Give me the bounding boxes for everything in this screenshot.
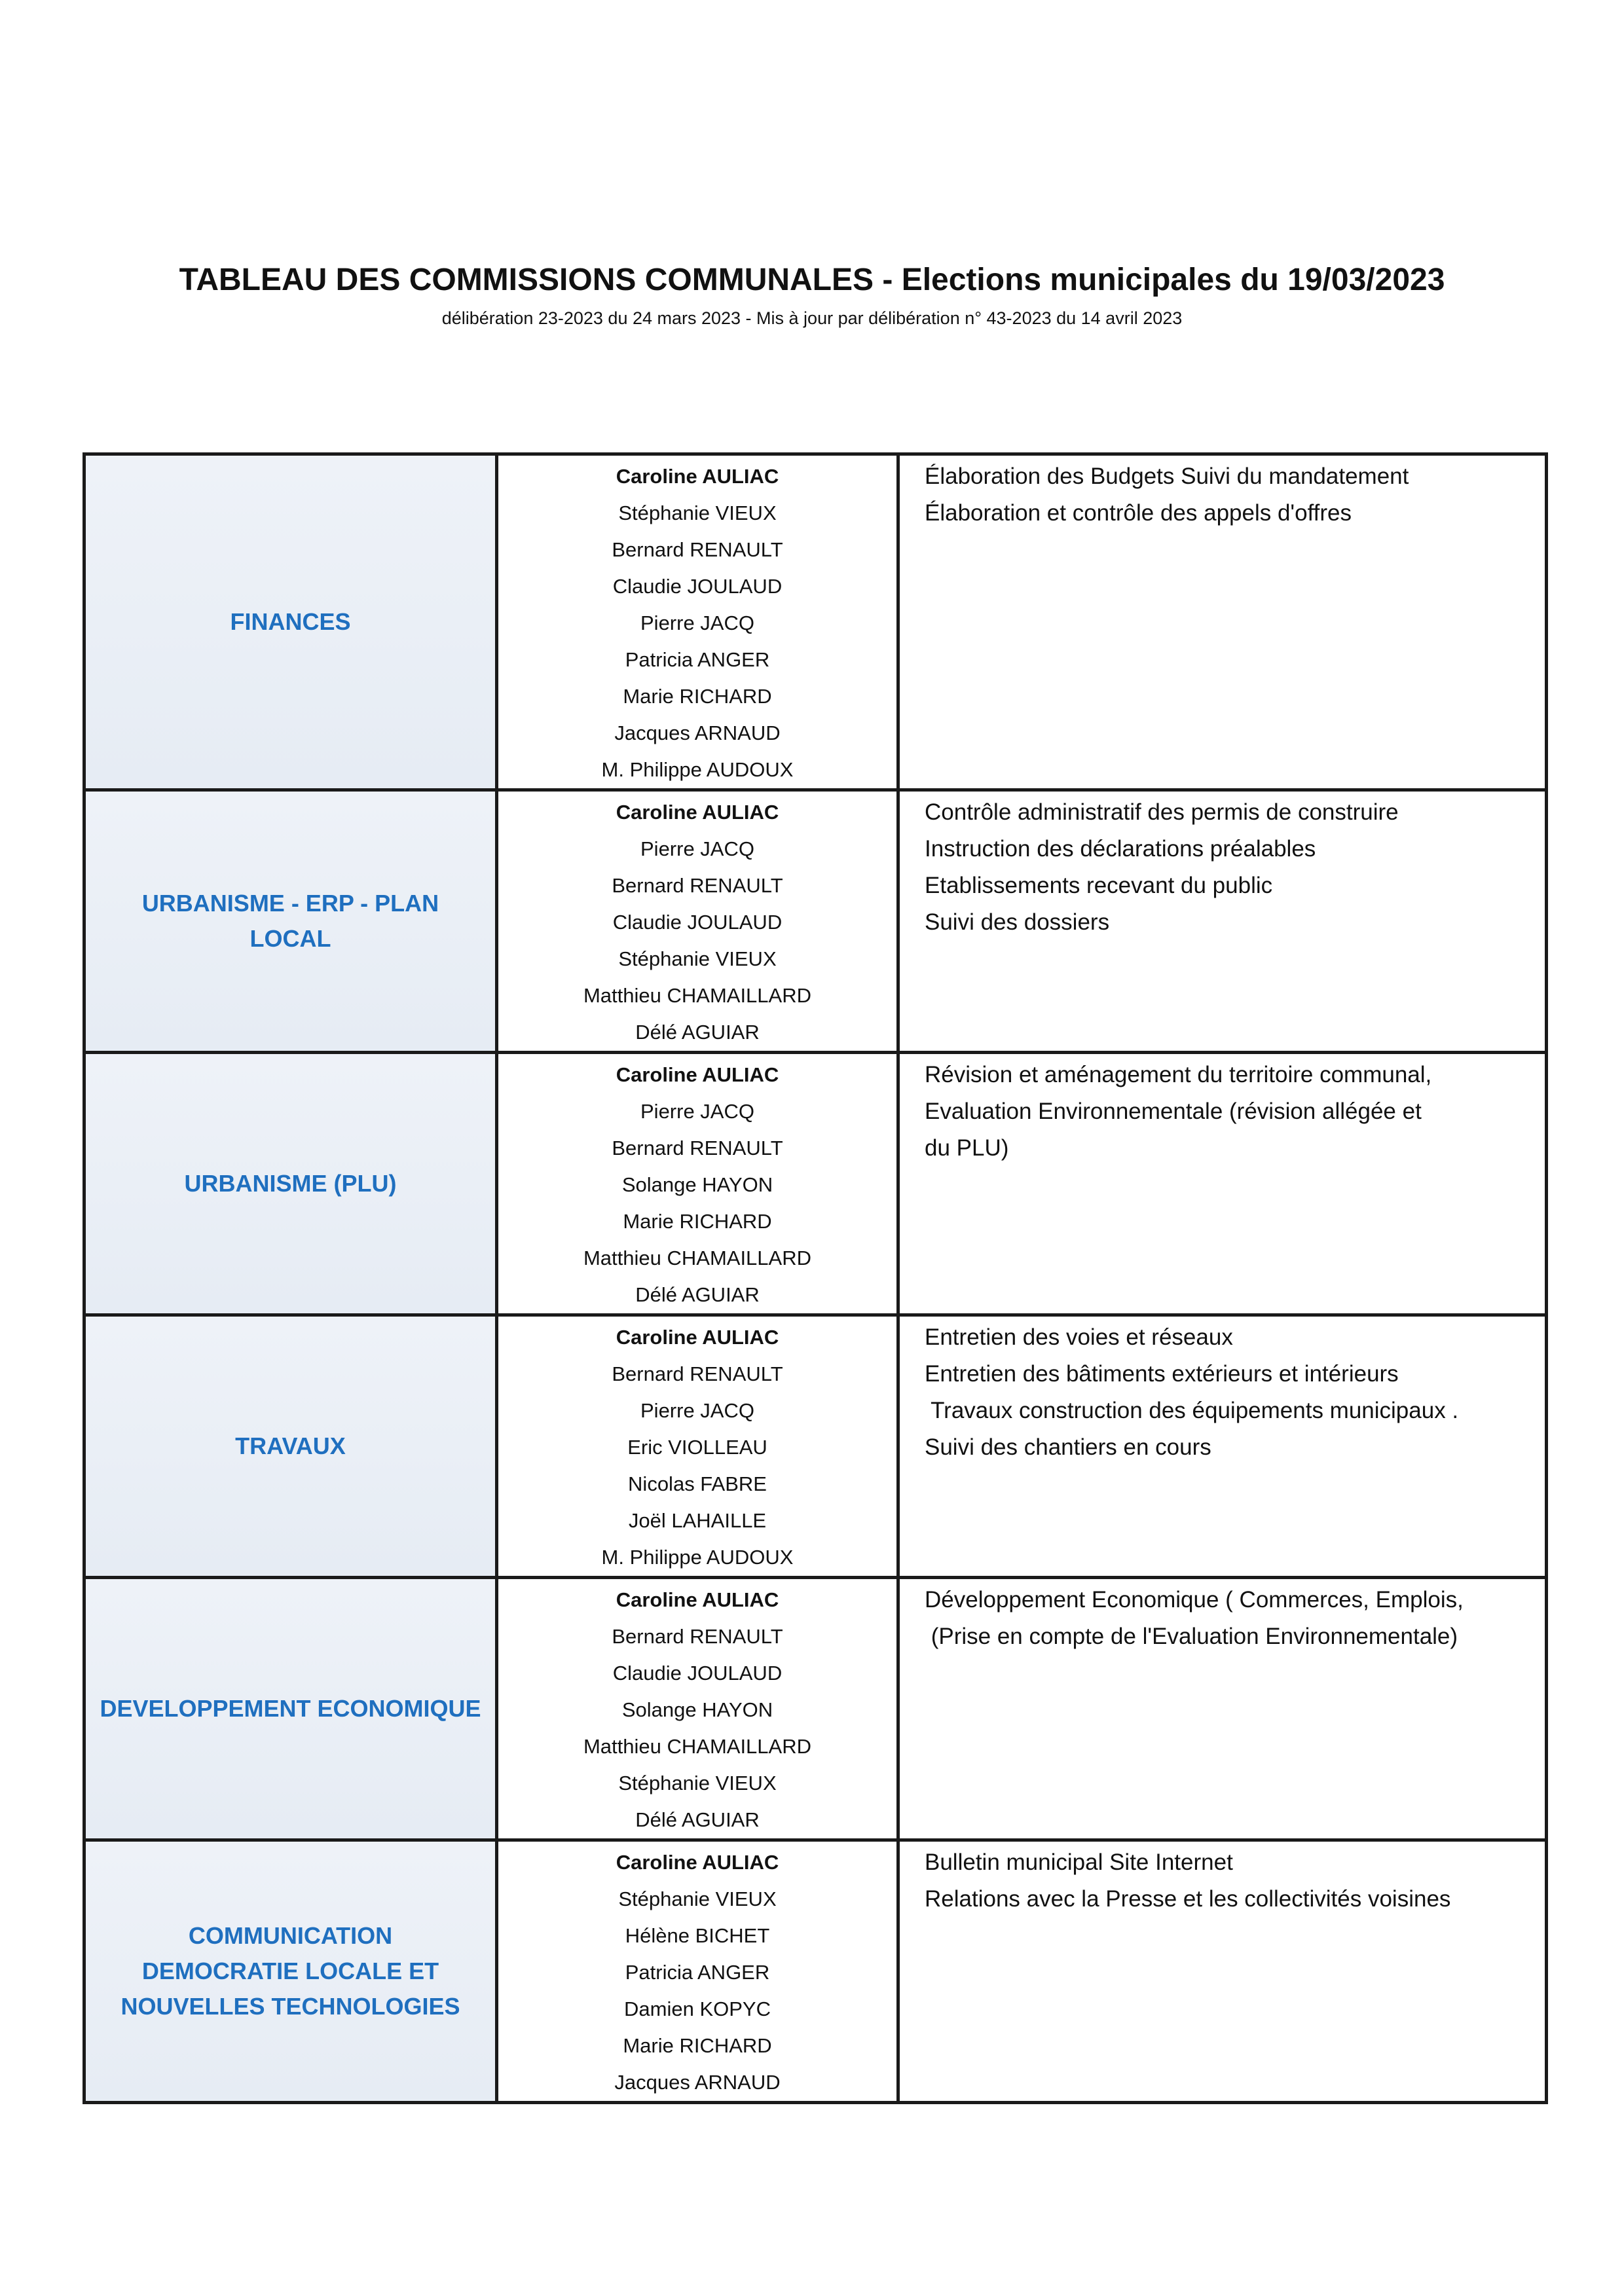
mission-line: Élaboration et contrôle des appels d'offres xyxy=(925,500,1352,526)
mission-line: Evaluation Environnementale (révision allégée et xyxy=(925,1099,1422,1124)
member-name: Solange HAYON xyxy=(621,1173,773,1196)
member-name: Eric VIOLLEAU xyxy=(627,1436,767,1459)
member-name: Nicolas FABRE xyxy=(628,1472,767,1495)
mission-line: Élaboration des Budgets Suivi du mandatement xyxy=(925,464,1409,489)
member-name: Solange HAYON xyxy=(621,1698,773,1721)
member-name: Damien KOPYC xyxy=(624,1997,771,2020)
mission-line: Développement Economique ( Commerces, Emplois, xyxy=(925,1587,1464,1613)
mission-line: (Prise en compte de l'Evaluation Environnementale) xyxy=(925,1624,1458,1649)
commission-name-cell xyxy=(86,1579,498,1838)
mission-line: Entretien des bâtiments extérieurs et intérieurs xyxy=(925,1361,1399,1387)
members-cell xyxy=(498,792,900,1051)
member-name: Marie RICHARD xyxy=(623,685,772,708)
member-name: M. Philippe AUDOUX xyxy=(601,1546,794,1569)
commissions-table xyxy=(83,452,1548,2104)
member-name: Caroline AULIAC xyxy=(616,1851,779,1874)
member-name: Délé AGUIAR xyxy=(635,1808,760,1831)
mission-line: Suivi des chantiers en cours xyxy=(925,1434,1211,1460)
member-name: Stéphanie VIEUX xyxy=(618,501,777,524)
member-name: Matthieu CHAMAILLARD xyxy=(583,1735,811,1758)
members-cell xyxy=(498,1842,900,2101)
member-name: Pierre JACQ xyxy=(640,837,754,860)
member-name: Jacques ARNAUD xyxy=(614,721,781,744)
mission-line: Entretien des voies et réseaux xyxy=(925,1324,1233,1350)
mission-line: Révision et aménagement du territoire communal, xyxy=(925,1062,1432,1087)
member-name: Jacques ARNAUD xyxy=(614,2071,781,2094)
missions-cell xyxy=(900,792,1545,1051)
member-name: Patricia ANGER xyxy=(625,1961,770,1984)
member-name: Bernard RENAULT xyxy=(612,538,783,561)
mission-line: Etablissements recevant du public xyxy=(925,873,1273,898)
members-cell xyxy=(498,456,900,788)
document-subtitle: délibération 23-2023 du 24 mars 2023 - Mis à jour par délibération n° 43-2023 du 14 avril 2023 xyxy=(441,308,1183,328)
commission-row xyxy=(86,1313,1545,1576)
document-title: TABLEAU DES COMMISSIONS COMMUNALES - Elections municipales du 19/03/2023 xyxy=(179,263,1445,297)
commission-name-cell xyxy=(86,1842,498,2101)
member-name: Caroline AULIAC xyxy=(616,1063,779,1086)
commission-name: URBANISME (PLU) xyxy=(184,1170,397,1197)
mission-line: Bulletin municipal Site Internet xyxy=(925,1850,1233,1875)
commission-name: DEVELOPPEMENT ECONOMIQUE xyxy=(100,1695,481,1722)
commission-name-cell xyxy=(86,792,498,1051)
member-name: Pierre JACQ xyxy=(640,611,754,634)
member-name: Matthieu CHAMAILLARD xyxy=(583,1247,811,1269)
missions-cell xyxy=(900,1317,1545,1576)
member-name: Caroline AULIAC xyxy=(616,1326,779,1349)
member-name: M. Philippe AUDOUX xyxy=(601,758,794,781)
commission-name: TRAVAUX xyxy=(235,1432,346,1459)
members-cell xyxy=(498,1054,900,1313)
mission-line: du PLU) xyxy=(925,1135,1009,1161)
mission-line: Contrôle administratif des permis de construire xyxy=(925,799,1399,825)
missions-cell xyxy=(900,1054,1545,1313)
member-name: Matthieu CHAMAILLARD xyxy=(583,984,811,1007)
member-name: Claudie JOULAUD xyxy=(612,575,783,598)
member-name: Stéphanie VIEUX xyxy=(618,1772,777,1795)
member-name: Joël LAHAILLE xyxy=(628,1509,767,1532)
member-name: Bernard RENAULT xyxy=(612,874,783,897)
members-cell xyxy=(498,1317,900,1576)
commission-name: COMMUNICATION DEMOCRATIE LOCALE ET NOUVELLES TECHNOLOGIES xyxy=(120,1922,460,2020)
commission-row xyxy=(86,1576,1545,1838)
member-name: Marie RICHARD xyxy=(623,2034,772,2057)
commission-name-cell xyxy=(86,456,498,788)
members-cell xyxy=(498,1579,900,1838)
commission-row xyxy=(86,456,1545,788)
missions-cell xyxy=(900,456,1545,788)
member-name: Stéphanie VIEUX xyxy=(618,1887,777,1910)
commission-name: URBANISME - ERP - PLAN LOCAL xyxy=(141,890,439,952)
commission-name-cell xyxy=(86,1317,498,1576)
commission-name: FINANCES xyxy=(230,608,351,635)
member-name: Délé AGUIAR xyxy=(635,1021,760,1044)
mission-line: Relations avec la Presse et les collectivités voisines xyxy=(925,1886,1451,1912)
member-name: Pierre JACQ xyxy=(640,1100,754,1123)
member-name: Stéphanie VIEUX xyxy=(618,947,777,970)
commission-row xyxy=(86,1838,1545,2101)
member-name: Bernard RENAULT xyxy=(612,1137,783,1159)
member-name: Pierre JACQ xyxy=(640,1399,754,1422)
member-name: Claudie JOULAUD xyxy=(612,1662,783,1685)
mission-line: Suivi des dossiers xyxy=(925,909,1110,935)
member-name: Claudie JOULAUD xyxy=(612,911,783,934)
missions-cell xyxy=(900,1842,1545,2101)
mission-line: Instruction des déclarations préalables xyxy=(925,836,1316,862)
mission-line: Travaux construction des équipements municipaux . xyxy=(925,1398,1459,1423)
member-name: Marie RICHARD xyxy=(623,1210,772,1233)
member-name: Bernard RENAULT xyxy=(612,1625,783,1648)
member-name: Caroline AULIAC xyxy=(616,801,779,824)
commission-row xyxy=(86,788,1545,1051)
commission-row xyxy=(86,1051,1545,1313)
member-name: Caroline AULIAC xyxy=(616,465,779,488)
member-name: Caroline AULIAC xyxy=(616,1588,779,1611)
member-name: Délé AGUIAR xyxy=(635,1283,760,1306)
member-name: Patricia ANGER xyxy=(625,648,770,671)
missions-cell xyxy=(900,1579,1545,1838)
member-name: Bernard RENAULT xyxy=(612,1362,783,1385)
commission-name-cell xyxy=(86,1054,498,1313)
member-name: Hélène BICHET xyxy=(625,1924,770,1947)
